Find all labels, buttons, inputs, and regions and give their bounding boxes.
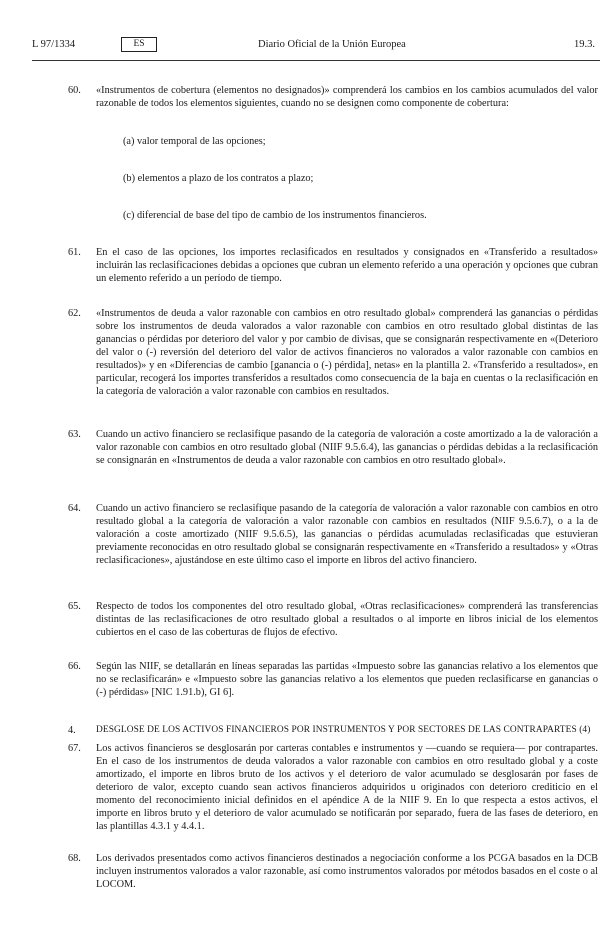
paragraph-number: 65. xyxy=(68,601,81,612)
paragraph-text: Los derivados presentados como activos financieros destinados a negociación conforme a los PCGA basados en la DCB incluyen instrumentos valorados a valor razonable, así como instrumentos valorados por métodos basados en el coste o al LOCOM. xyxy=(96,853,598,890)
paragraph-number: 64. xyxy=(68,503,81,514)
paragraph-text: En el caso de las opciones, los importes reclasificados en resultados y consignados en «Transferido a resultados» incluirán las reclasificaciones debidas a opciones que cubran un elemento referido a una operación y opciones que cubran un elemento referido a un período de tiempo. xyxy=(96,247,598,284)
paragraph-61 xyxy=(68,246,598,285)
list-item-a: (a) valor temporal de las opciones; xyxy=(123,136,266,147)
paragraph-text: «Instrumentos de cobertura (elementos no designados)» comprenderá los cambios en los cambios acumulados del valor razonable de todos los elementos siguientes, cuando no se designen como componente de cobertura: xyxy=(96,85,598,109)
paragraph-number: 63. xyxy=(68,429,81,440)
paragraph-number: 68. xyxy=(68,853,81,864)
paragraph-67 xyxy=(68,742,598,833)
paragraph-66 xyxy=(68,660,598,699)
paragraph-text: Respecto de todos los componentes del otro resultado global, «Otras reclasificaciones» comprenderá las transferencias distintas de las reclasificaciones de otro resultado global a resultados o al importe en libros inicial de los elementos cubiertos en el caso de las coberturas de flujos de efectivo. xyxy=(96,601,598,638)
paragraph-64 xyxy=(68,502,598,567)
paragraph-63 xyxy=(68,428,598,467)
paragraph-68 xyxy=(68,852,598,891)
journal-title: Diario Oficial de la Unión Europea xyxy=(258,39,406,50)
paragraph-number: 62. xyxy=(68,308,81,319)
paragraph-number: 66. xyxy=(68,661,81,672)
paragraph-text: Cuando un activo financiero se reclasifique pasando de la categoría de valoración a coste amortizado a la de valoración a valor razonable con cambios en otro resultado global (NIIF 9.5.6.4), las ganancias o pérdidas debidas a la reclasificación se consignarán en «Instrumentos de deuda a valor razonable con cambios en otro resultado global». xyxy=(96,429,598,466)
language-badge: ES xyxy=(121,37,157,52)
section-number: 4. xyxy=(68,725,76,736)
publication-date: 19.3. xyxy=(574,39,595,50)
paragraph-text: «Instrumentos de deuda a valor razonable con cambios en otro resultado global» comprenderá las ganancias o pérdidas sobre los instrumentos de deuda valorados a valor razonable con cambios en otro resultado global distintas de las ganancias o pérdidas por deterioro del valor y por cambio de divisas, que se consignarán respectivamente en «(Deterioro del valor o (-) reversión del deterioro del valor de activos financieros no valorados a valor razonable con cambios en resultados)» y en «Diferencias de cambio [ganancia o (-) pérdida], netas» en la plantilla 2. «Transferido a resultados», en particular, recogerá los importes transferidos a resultados como consecuencia de la baja en cuentas o la reclasificación en la categoría de valoración a valor razonable con cambios en resultados. xyxy=(96,308,598,397)
paragraph-62 xyxy=(68,307,598,398)
list-item-b: (b) elementos a plazo de los contratos a plazo; xyxy=(123,173,314,184)
list-item-c: (c) diferencial de base del tipo de cambio de los instrumentos financieros. xyxy=(123,210,427,221)
paragraph-60 xyxy=(68,84,598,110)
paragraph-text: Cuando un activo financiero se reclasifique pasando de la categoría de valoración a valor razonable con cambios en otro resultado global a la categoría de valoración a valor razonable con cambios en resultados (NIIF 9.5.6.7), o a la de valoración a coste amortizado (NIIF 9.5.6.5), las ganancias o pérdidas acumuladas reclasificadas que estuvieran previamente reconocidas en otro resultado global se consignarán respectivamente en «Transferido a resultados» y «Otras reclasificaciones», ajustándose en este último caso el importe en libros del activo financiero. xyxy=(96,503,598,566)
paragraph-number: 61. xyxy=(68,247,81,258)
paragraph-text: Los activos financieros se desglosarán por carteras contables e instrumentos y —cuando se requiera— por contrapartes. En el caso de los instrumentos de deuda valorados a valor razonable con cambios en otro resultado global y a coste amortizado, el importe en libros bruto de los activos y el deterioro de valor acumulado se desglosarán por fases de deterioro de valor, excepto cuando sean activos financieros adquiridos u originados con deterioro crediticio en el momento del reconocimiento inicial definidos en el apéndice A de la NIIF 9. En lo que respecta a estos activos, el importe en libros bruto y el deterioro de valor acumulado se notificarán por separado, fuera de las fases de deterioro, en las plantillas 4.3.1 y 4.4.1. xyxy=(96,743,598,832)
header-rule xyxy=(32,60,600,61)
paragraph-number: 67. xyxy=(68,743,81,754)
paragraph-65 xyxy=(68,600,598,639)
paragraph-number: 60. xyxy=(68,85,81,96)
paragraph-text: Según las NIIF, se detallarán en líneas separadas las partidas «Impuesto sobre las ganancias relativo a los elementos que no se reclasificarán» e «Impuesto sobre las ganancias relativo a los elementos que pueden reclasificarse en ganancias o (-) pérdidas» [NIC 1.91.b), GI 6]. xyxy=(96,661,598,698)
section-title: DESGLOSE DE LOS ACTIVOS FINANCIEROS POR INSTRUMENTOS Y POR SECTORES DE LAS CONTRAPARTES (4) xyxy=(96,725,591,735)
page-header xyxy=(0,38,600,54)
journal-reference: L 97/1334 xyxy=(32,39,76,50)
